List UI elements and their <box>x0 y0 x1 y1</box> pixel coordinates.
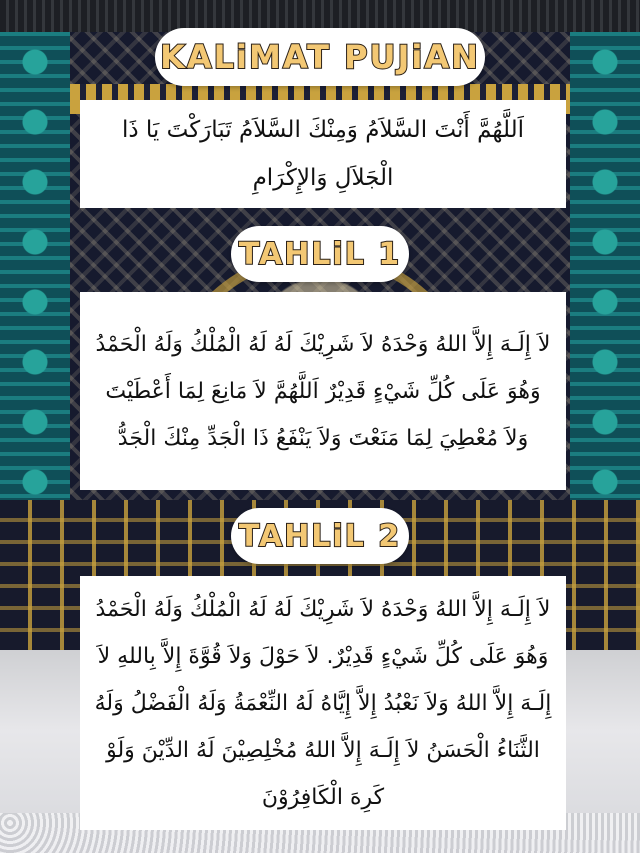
arabic-text-panel-tahlil-2 <box>80 576 566 830</box>
section-title-text: KALiMAT PUJiAN <box>160 38 480 76</box>
arabic-text-panel-tahlil-1 <box>80 292 566 490</box>
arabic-prayer-text: اَللَّهُمَّ أَنْتَ السَّلاَمُ وَمِنْكَ السَّلاَمُ تَبَارَكْتَ يَا ذَا الْجَلاَلِ وَالإِكْرَامِ <box>121 117 525 191</box>
arabic-prayer-text: لاَ إِلَـهَ إِلاَّ اللهُ وَحْدَهُ لاَ شَرِيْكَ لَهُ لَهُ الْمُلْكُ وَلَهُ الْحَمْدُ وَهُوَ عَلَى كُلِّ شَيْءٍ قَدِيْرٌ. لاَ حَوْلَ وَلاَ قُوَّةَ إِلاَّ بِاللهِ لاَ إِلَـهَ إِلاَّ اللهُ وَلاَ نَعْبُدُ إِلاَّ إِيَّاهُ لَهُ النِّعْمَةُ وَلَهُ الْفَضْلُ وَلَهُ الثَّنَاءُ الْحَسَنُ لاَ إِلَـهَ إِلاَّ اللهُ مُخْلِصِيْنَ لَهُ الدِّيْنَ وَلَوْ كَرِهَ الْكَافِرُوْنَ <box>94 596 552 810</box>
section-title-text: TAHLiL 1 <box>238 236 402 272</box>
section-title-tahlil-2 <box>231 508 409 564</box>
arabic-text-panel-kalimat-pujian <box>80 100 566 208</box>
arabic-prayer-text: لاَ إِلَـهَ إِلاَّ اللهُ وَحْدَهُ لاَ شَرِيْكَ لَهُ لَهُ الْمُلْكُ وَلَهُ الْحَمْدُ وَهُوَ عَلَى كُلِّ شَيْءٍ قَدِيْرٌ اَللَّهُمَّ لاَ مَانِعَ لِمَا أَعْطَيْتَ وَلاَ مُعْطِيَ لِمَا مَنَعْتَ وَلاَ يَنْفَعُ ذَا الْجَدِّ مِنْكَ الْجَدُّ <box>95 331 551 451</box>
section-title-text: TAHLiL 2 <box>238 518 402 554</box>
section-title-kalimat-pujian <box>155 28 485 86</box>
section-title-tahlil-1 <box>231 226 409 282</box>
